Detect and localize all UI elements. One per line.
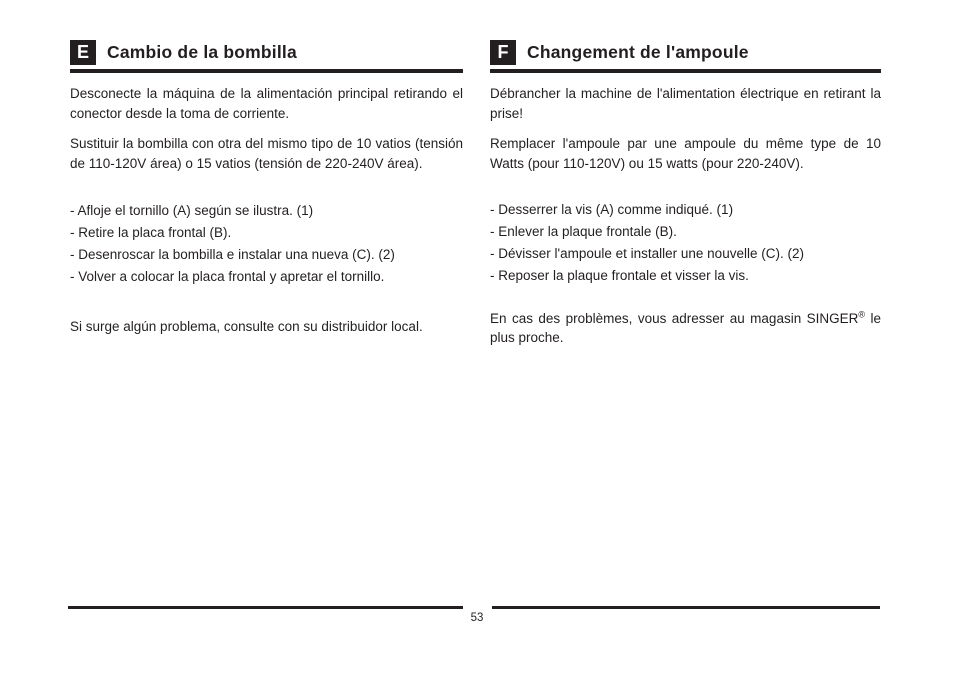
footer-rule-right xyxy=(492,606,880,609)
step-item: - Dévisser l'ampoule et installer une nouvelle (C). (2) xyxy=(490,246,804,261)
section-badge-f: F xyxy=(490,40,516,65)
section-french xyxy=(490,40,881,348)
support-note-text: le plus proche. xyxy=(490,310,881,345)
step-item: - Desserrer la vis (A) comme indiqué. (1) xyxy=(490,202,734,217)
paragraph: Remplacer l'ampoule par une ampoule du même type de 10 Watts (pour 110-120V) ou 15 watts (pour 220-240V). xyxy=(490,136,881,171)
step-item: - Volver a colocar la placa frontal y apretar el tornillo. xyxy=(70,269,385,284)
section-title: Cambio de la bombilla xyxy=(107,42,297,62)
support-note xyxy=(490,309,881,348)
section-title: Changement de l'ampoule xyxy=(527,42,749,62)
step-item: - Retire la placa frontal (B). xyxy=(70,225,232,240)
section-spanish xyxy=(70,40,463,336)
registered-trademark-symbol: ® xyxy=(858,309,866,319)
step-item: - Enlever la plaque frontale (B). xyxy=(490,224,677,239)
paragraph: Desconecte la máquina de la alimentación principal retirando el conector desde la toma de corriente. xyxy=(70,86,463,121)
step-item: - Afloje el tornillo (A) según se ilustra. (1) xyxy=(70,203,314,218)
section-header xyxy=(70,40,463,73)
page-number: 53 xyxy=(470,612,484,624)
section-badge-e: E xyxy=(70,40,96,65)
footer-rule-left xyxy=(68,606,463,609)
paragraph: Sustituir la bombilla con otra del mismo tipo de 10 vatios (tensión de 110-120V área) o 15 vatios (tensión de 220-240V área). xyxy=(70,136,463,171)
support-note: Si surge algún problema, consulte con su distribuidor local. xyxy=(70,318,423,334)
step-list xyxy=(490,200,881,286)
step-list xyxy=(70,201,463,287)
step-item: - Desenroscar la bombilla e instalar una nueva (C). (2) xyxy=(70,247,395,262)
paragraph: Débrancher la machine de l'alimentation électrique en retirant la prise! xyxy=(490,86,881,121)
step-item: - Reposer la plaque frontale et visser la vis. xyxy=(490,268,749,283)
section-header xyxy=(490,40,881,73)
support-note-text: En cas des problèmes, vous adresser au magasin SINGER xyxy=(490,310,859,326)
